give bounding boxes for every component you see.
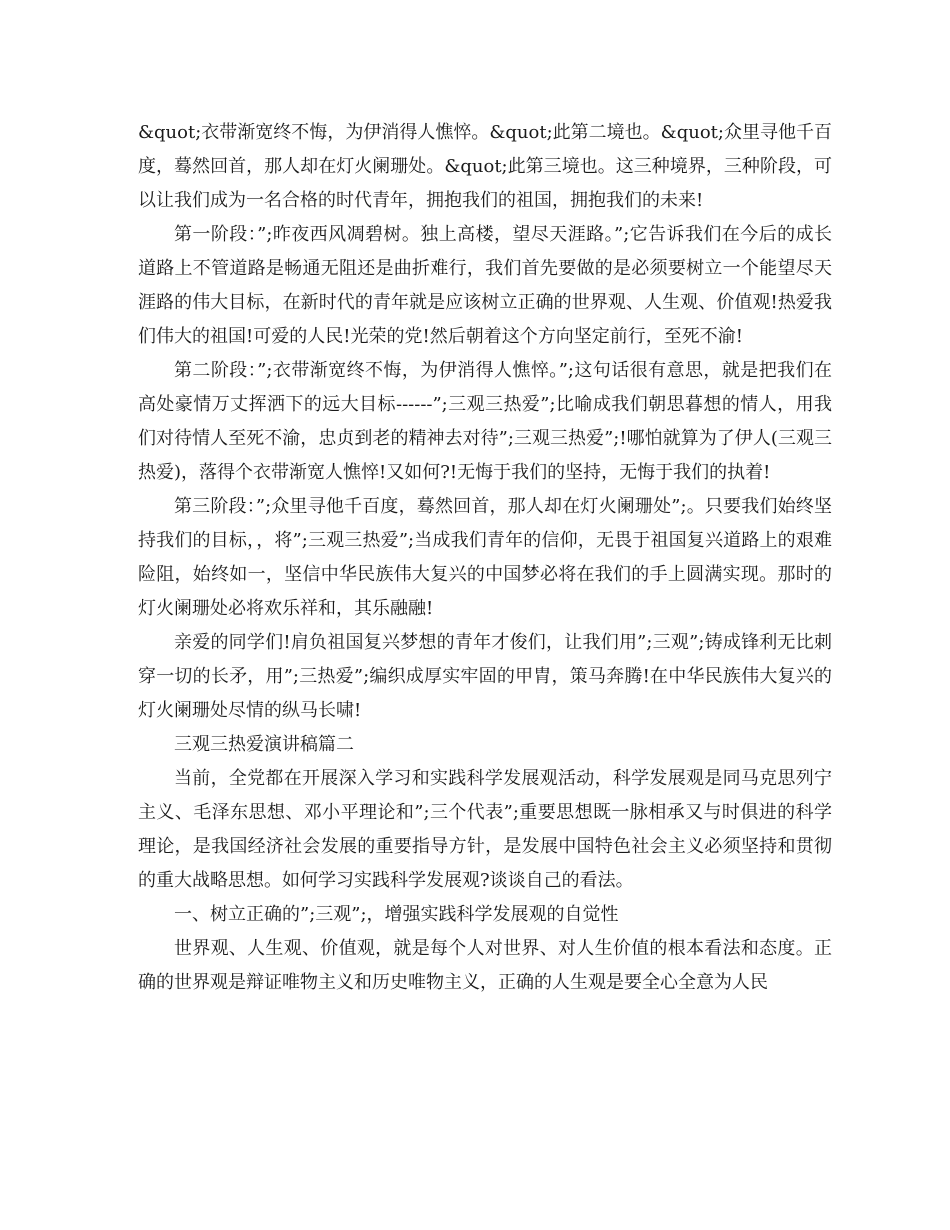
paragraph-worldview: 世界观、人生观、价值观，就是每个人对世界、对人生价值的根本看法和态度。正确的世界观是辩证唯物主义和历史唯物主义，正确的人生观是要全心全意为人民	[138, 938, 832, 993]
paragraph-stage-three: 第三阶段：”;众里寻他千百度，蓦然回首，那人却在灯火阑珊处”;。只要我们始终坚持我们的目标，，将”;三观三热爱”;当成我们青年的信仰，无畏于祖国复兴道路上的艰难险阻，始终如一，坚信中华民族伟大复兴的中国梦必将在我们的手上圆满实现。那时的灯火阑珊处必将欢乐祥和，其乐融融!	[138, 496, 832, 619]
subheading-one: 一、树立正确的”;三观”;，增强实践科学发展观的自觉性	[174, 904, 619, 925]
paragraph-closing-appeal: 亲爱的同学们!肩负祖国复兴梦想的青年才俊们，让我们用”;三观”;铸成锋利无比刺穿一切的长矛，用”;三热爱”;编织成厚实牢固的甲胄，策马奔腾!在中华民族伟大复兴的灯火阑珊处尽情的纵马长啸!	[138, 632, 832, 721]
paragraph-stage-two: 第二阶段：”;衣带渐宽终不悔，为伊消得人憔悴。”;这句话很有意思，就是把我们在高处豪情万丈挥洒下的远大目标------”;三观三热爱”;比喻成我们朝思暮想的情人，用我们对待情人至死不渝，忠贞到老的精神去对待”;三观三热爱”;!哪怕就算为了伊人(三观三热爱)，落得个衣带渐宽人憔悴!又如何?!无悔于我们的坚持，无悔于我们的执着!	[138, 360, 832, 483]
paragraph-stage-one: 第一阶段：”;昨夜西风凋碧树。独上高楼，望尽天涯路。”;它告诉我们在今后的成长道路上不管道路是畅通无阻还是曲折难行，我们首先要做的是必须要树立一个能望尽天涯路的伟大目标，在新时代的青年就是应该树立正确的世界观、人生观、价值观!热爱我们伟大的祖国!可爱的人民!光荣的党!然后朝着这个方向坚定前行，至死不渝!	[138, 224, 832, 347]
section-heading-part-two: 三观三热爱演讲稿篇二	[174, 734, 354, 755]
document-body	[138, 116, 832, 1000]
paragraph-scientific-development: 当前，全党都在开展深入学习和实践科学发展观活动，科学发展观是同马克思列宁主义、毛泽东思想、邓小平理论和”;三个代表”;重要思想既一脉相承又与时俱进的科学理论，是我国经济社会发展的重要指导方针，是发展中国特色社会主义必须坚持和贯彻的重大战略思想。如何学习实践科学发展观?谈谈自己的看法。	[138, 768, 832, 891]
paragraph-continuation: &quot;衣带渐宽终不悔，为伊消得人憔悴。&quot;此第二境也。&quot;众里寻他千百度，蓦然回首，那人却在灯火阑珊处。&quot;此第三境也。这三种境界，三种阶段，可以让我们成为一名合格的时代青年，拥抱我们的祖国，拥抱我们的未来!	[138, 122, 832, 211]
